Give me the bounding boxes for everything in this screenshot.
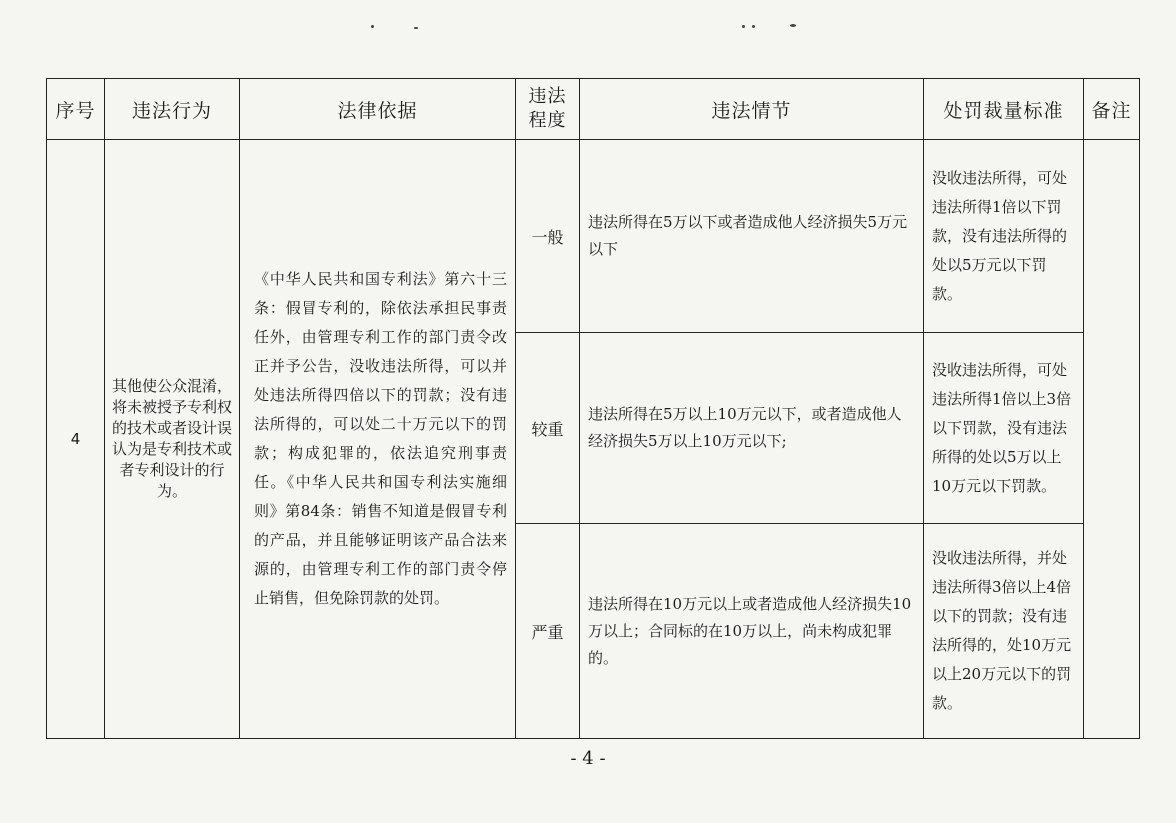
table-header-row bbox=[47, 79, 1140, 140]
scan-speck bbox=[371, 25, 374, 28]
scan-speck bbox=[790, 24, 796, 27]
row-legal-basis: 《中华人民共和国专利法》第六十三条：假冒专利的，除依法承担民事责任外，由管理专利工作的部门责令改正并予公告，没收违法所得，可以并处违法所得四倍以下的罚款；没有违法所得的，可以处二十万元以下的罚款；构成犯罪的，依法追究刑事责任。《中华人民共和国专利法实施细则》第84条：销售不知道是假冒专利的产品，并且能够证明该产品合法来源的，由管理专利工作的部门责令停止销售，但免除罚款的处罚。 bbox=[240, 140, 516, 739]
row-violation-act: 其他使公众混淆，将未被授予专利权的技术或者设计误认为是专利技术或者专利设计的行为。 bbox=[105, 140, 240, 739]
penalty-standard-table bbox=[46, 78, 1140, 739]
scan-speck bbox=[752, 25, 755, 28]
row-seq: 4 bbox=[47, 140, 105, 739]
row-note bbox=[1084, 140, 1140, 739]
header-level-line1: 违法 bbox=[528, 86, 567, 107]
level-severe: 严重 bbox=[516, 524, 580, 739]
header-violation-level bbox=[516, 79, 580, 140]
level-general: 一般 bbox=[516, 140, 580, 333]
circumstance-serious: 违法所得在5万以上10万元以下，或者造成他人经济损失5万以上10万元以下; bbox=[580, 333, 924, 524]
scan-speck bbox=[414, 27, 418, 29]
penalty-serious: 没收违法所得，可处违法所得1倍以上3倍以下罚款，没有违法所得的处以5万以上10万元以下罚款。 bbox=[924, 333, 1084, 524]
header-circumstance: 违法情节 bbox=[580, 79, 924, 140]
penalty-severe: 没收违法所得，并处违法所得3倍以上4倍以下的罚款；没有违法所得的，处10万元以上20万元以下的罚款。 bbox=[924, 524, 1084, 739]
scan-speck bbox=[742, 25, 745, 28]
header-legal-basis: 法律依据 bbox=[240, 79, 516, 140]
penalty-general: 没收违法所得，可处违法所得1倍以下罚款，没有违法所得的处以5万元以下罚款。 bbox=[924, 140, 1084, 333]
circumstance-general: 违法所得在5万以下或者造成他人经济损失5万元以下 bbox=[580, 140, 924, 333]
page-number: - 4 - bbox=[570, 748, 606, 769]
level-serious: 较重 bbox=[516, 333, 580, 524]
header-seq: 序号 bbox=[47, 79, 105, 140]
header-note: 备注 bbox=[1084, 79, 1140, 140]
header-violation-act: 违法行为 bbox=[105, 79, 240, 140]
header-level-line2: 程度 bbox=[528, 110, 567, 131]
circumstance-severe: 违法所得在10万元以上或者造成他人经济损失10万以上；合同标的在10万以上，尚未构成犯罪的。 bbox=[580, 524, 924, 739]
table-row bbox=[47, 140, 1140, 333]
header-penalty-standard: 处罚裁量标准 bbox=[924, 79, 1084, 140]
